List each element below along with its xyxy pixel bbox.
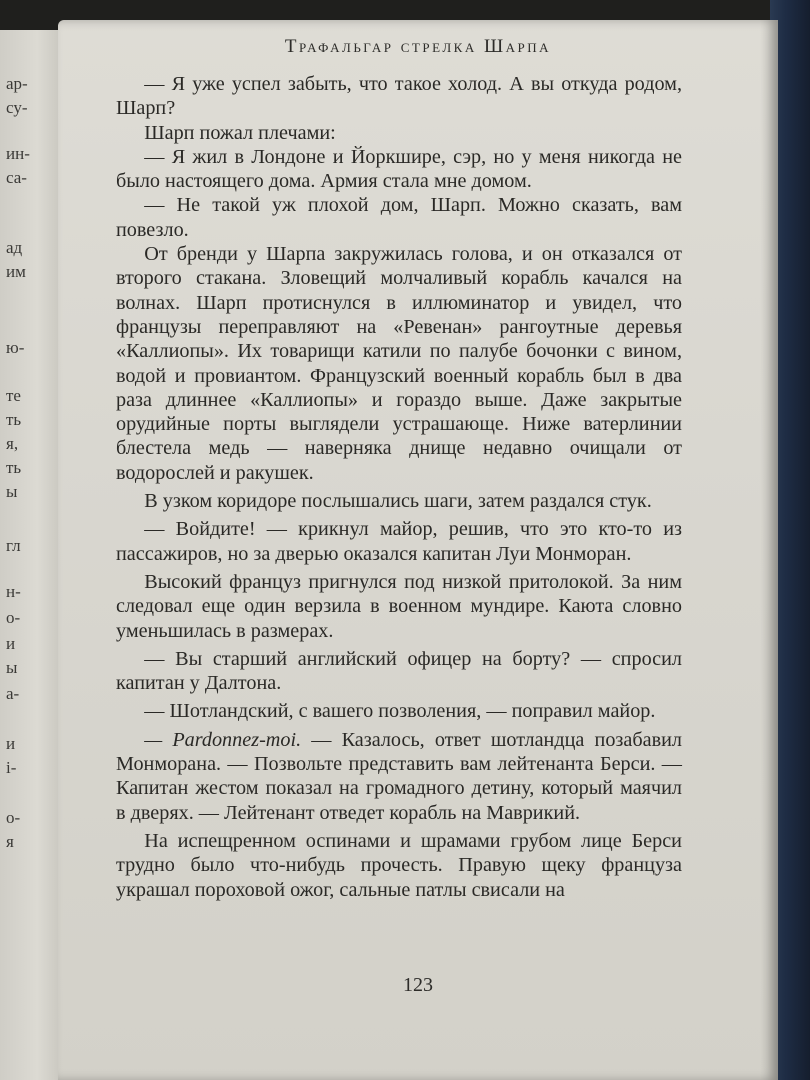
running-head: Трафальгар стрелка Шарпа: [284, 36, 552, 57]
paragraph: — Я уже успел забыть, что такое холод. А вы откуда родом, Шарп?: [116, 73, 682, 120]
left-page-fragment: ы: [6, 482, 18, 501]
left-page-fragment: ад: [6, 238, 23, 257]
paragraph: На испещренном оспинами и шрамами грубом лице Берси трудно было что-нибудь прочесть. Правую щеку француза украшал пороховой ожог, сальные патлы свисали на: [116, 829, 682, 901]
page-number: 123: [403, 974, 433, 996]
page-shadow: [760, 20, 778, 1080]
left-page-fragment: о-: [6, 808, 21, 827]
left-page-fragment: те: [6, 386, 21, 405]
left-page-fragment: ар-: [6, 74, 28, 93]
paragraph: — Не такой уж плохой дом, Шарп. Можно сказать, вам повезло.: [116, 194, 682, 241]
paragraph: [116, 728, 682, 825]
left-page-fragment: ы: [6, 658, 18, 677]
left-page-fragment: гл: [6, 536, 21, 555]
paragraph: — Я жил в Лондоне и Йоркшире, сэр, но у меня никогда не было настоящего дома. Армия стала мне домом.: [116, 145, 682, 193]
left-page-fragment: ин-: [6, 144, 30, 163]
italic-phrase: — Pardonnez-moi.: [144, 728, 302, 751]
left-page-fragment: ю-: [6, 338, 25, 357]
left-page-fragment: о-: [6, 608, 21, 627]
left-page-fragment: су-: [6, 98, 28, 117]
left-page-edge: [0, 30, 62, 1080]
paragraph: В узком коридоре послышались шаги, затем раздался стук.: [144, 490, 652, 513]
left-page-fragment: и: [6, 734, 16, 753]
paragraph: — Войдите! — крикнул майор, решив, что это кто-то из пассажиров, но за дверью оказался капитан Луи Монморан.: [116, 518, 682, 565]
left-page-fragment: са-: [6, 168, 27, 187]
left-page-fragment: а-: [6, 684, 20, 703]
left-page-fragment: ть: [6, 410, 22, 429]
left-page-fragment: и: [6, 634, 16, 653]
left-page-fragment: я: [6, 832, 14, 851]
paragraph: Шарп пожал плечами:: [144, 121, 336, 144]
left-page-fragment: им: [6, 262, 26, 281]
paragraph: От бренди у Шарпа закружилась голова, и он отказался от второго стакана. Зловещий молчаливый корабль качался на волнах. Шарп протиснулся в иллюминатор и увидел, что французы переправляют на «Ревенан» рангоутные деревья «Каллиопы». Их товарищи катили по палубе бочонки с вином, водой и провиантом. Французский военный корабль был в два раза длиннее «Каллиопы» и гораздо выше. Даже закрытые орудийные порты выглядели устрашающе. Ниже ватерлинии блестела медь — наверняка днище недавно очищали от водорослей и ракушек.: [116, 243, 682, 484]
paragraph: — Шотландский, с вашего позволения, — поправил майор.: [144, 700, 656, 723]
paragraph-text: — Казалось, ответ шотландца позабавил Монморана. — Позвольте представить вам лейтенанта Берси. — Капитан жестом показал на громадного детину, который маячил в дверях. — Лейтенант отведет корабль на Маврикий.: [116, 728, 682, 824]
book-page: [58, 20, 778, 1080]
paragraph: — Вы старший английский офицер на борту? — спросил капитан у Далтона.: [116, 647, 682, 695]
left-page-fragment: н-: [6, 582, 21, 601]
left-page-fragment: і-: [6, 758, 17, 777]
paragraph: Высокий француз пригнулся под низкой притолокой. За ним следовал еще один верзила в военном мундире. Каюта словно уменьшилась в размерах.: [116, 570, 682, 642]
left-page-fragment: я,: [6, 434, 19, 453]
page-body: [116, 72, 682, 902]
left-page-fragment: ть: [6, 458, 22, 477]
